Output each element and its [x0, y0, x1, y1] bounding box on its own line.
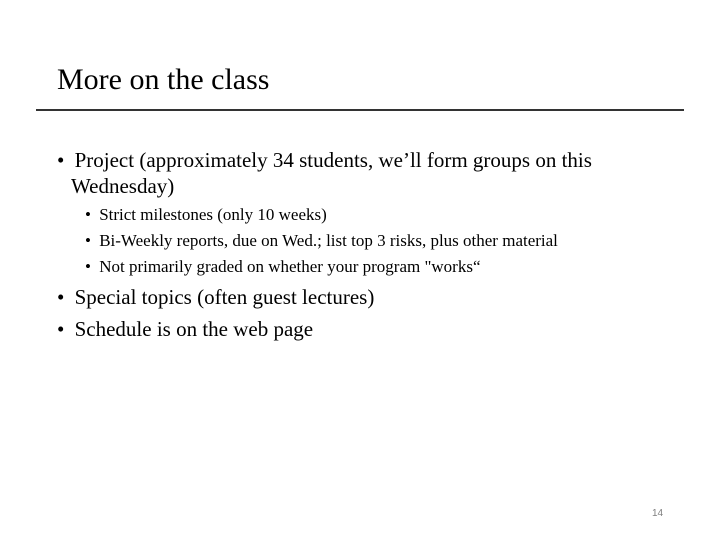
bullet-dot: • [85, 205, 91, 224]
bullet-item [57, 317, 313, 342]
sub-bullet-text: Strict milestones (only 10 weeks) [99, 205, 327, 224]
sub-bullet-item [85, 202, 327, 227]
bullet-continuation [71, 174, 174, 199]
bullet-item [57, 148, 592, 173]
slide-title: More on the class [57, 63, 270, 96]
bullet-text: Schedule is on the web page [74, 317, 314, 341]
bullet-text: Special topics (often guest lectures) [74, 285, 375, 309]
sub-bullet-text: Not primarily graded on whether your program "works“ [99, 257, 481, 276]
bullet-dot: • [57, 317, 65, 341]
bullet-text: Wednesday) [71, 174, 175, 198]
bullet-dot: • [57, 148, 65, 172]
page-number: 14 [652, 508, 664, 519]
sub-bullet-text: Bi-Weekly reports, due on Wed.; list top 3 risks, plus other material [99, 231, 558, 250]
bullet-dot: • [57, 285, 65, 309]
bullet-item [57, 285, 374, 310]
bullet-dot: • [85, 231, 91, 250]
bullet-dot: • [85, 257, 91, 276]
sub-bullet-item [85, 228, 558, 253]
bullet-text: Project (approximately 34 students, we’ll form groups on this [74, 148, 592, 172]
sub-bullet-item [85, 254, 481, 279]
